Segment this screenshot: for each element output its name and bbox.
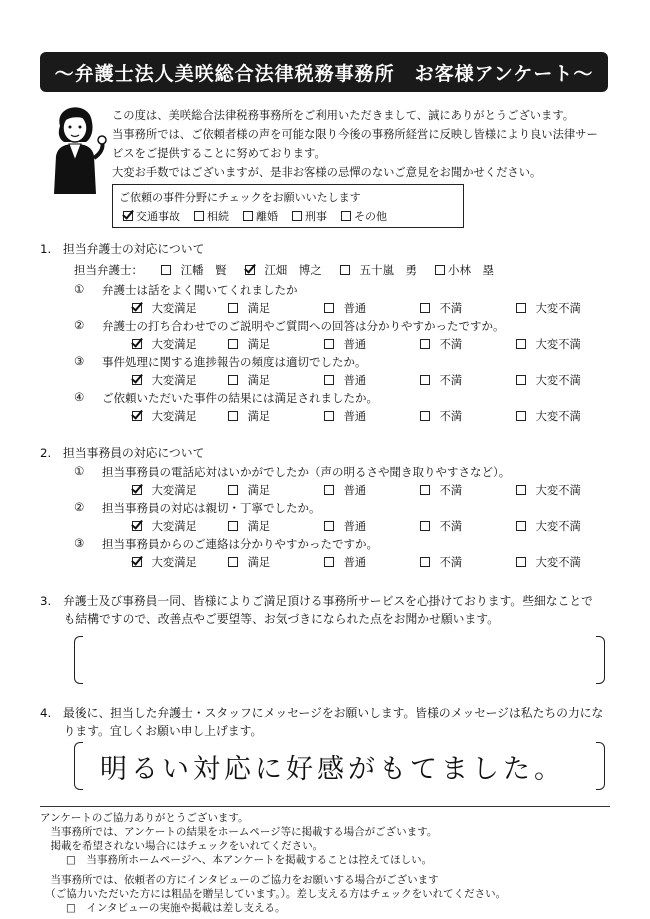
rating-option[interactable]: 不満	[420, 372, 516, 388]
rating-option[interactable]: 大変不満	[516, 300, 612, 316]
lawyer-option-2[interactable]: 江畑 博之	[245, 262, 322, 278]
rating-option[interactable]: 満足	[228, 518, 324, 534]
checkbox-icon[interactable]	[516, 303, 526, 313]
rating-option[interactable]: 満足	[228, 554, 324, 570]
footer-line-2: 当事務所では、アンケートの結果をホームページ等に掲載する場合がございます。	[40, 826, 438, 838]
checkbox-icon[interactable]	[324, 485, 334, 495]
checkbox-icon[interactable]	[161, 265, 171, 275]
handwritten-message[interactable]: 明るい対応に好感がもてました。	[100, 754, 565, 785]
category-option-criminal[interactable]: 刑事	[292, 208, 327, 224]
rating-option[interactable]: 普通	[324, 482, 420, 498]
case-category-box	[112, 184, 464, 228]
rating-option[interactable]: 大変不満	[516, 408, 612, 424]
lawyer-option-3[interactable]: 五十嵐 勇	[340, 262, 417, 278]
rating-option[interactable]: 普通	[324, 554, 420, 570]
checkbox-icon[interactable]	[228, 485, 238, 495]
checkbox-icon[interactable]	[420, 375, 430, 385]
checkbox-icon[interactable]	[324, 339, 334, 349]
rating-option[interactable]: 満足	[228, 482, 324, 498]
checkbox-icon[interactable]	[324, 557, 334, 567]
checkbox-icon[interactable]	[228, 521, 238, 531]
rating-option[interactable]: 大変満足	[132, 554, 228, 570]
rating-option[interactable]: 不満	[420, 554, 516, 570]
checkbox-icon[interactable]	[420, 557, 430, 567]
rating-option[interactable]: 普通	[324, 336, 420, 352]
rating-option[interactable]: 大変不満	[516, 372, 612, 388]
checkbox-checked-icon[interactable]	[132, 375, 142, 385]
checkbox-icon[interactable]	[516, 339, 526, 349]
checkbox-checked-icon[interactable]	[132, 339, 142, 349]
checkbox-icon[interactable]	[516, 485, 526, 495]
checkbox-icon[interactable]	[340, 265, 350, 275]
improvement-comment-field[interactable]	[84, 636, 594, 682]
checkbox-checked-icon[interactable]	[245, 265, 255, 275]
s1-q4-scale	[132, 408, 612, 424]
checkbox-checked-icon[interactable]	[132, 521, 142, 531]
s2-question-1: ① 担当事務員の電話応対はいかがでしたか（声の明るさや聞き取りやすさなど）。	[74, 464, 511, 479]
rating-option[interactable]: 大変満足	[132, 482, 228, 498]
intro-line-3: ビスをご提供することに努めております。	[112, 147, 326, 160]
checkbox-checked-icon[interactable]	[132, 557, 142, 567]
checkbox-icon[interactable]	[341, 211, 351, 221]
lawyer-label: 担当弁護士：	[74, 263, 143, 277]
lawyer-selection	[74, 262, 494, 278]
survey-title-banner: ～弁護士法人美咲総合法律税務事務所 お客様アンケート～	[40, 52, 608, 92]
checkbox-icon[interactable]	[228, 411, 238, 421]
rating-option[interactable]: 不満	[420, 518, 516, 534]
intro-line-4: 大変お手数ではございますが、是非お客様の忌憚のないご意見をお聞かせください。	[112, 166, 542, 179]
category-options	[123, 208, 387, 224]
rating-option[interactable]: 大変満足	[132, 300, 228, 316]
rating-option[interactable]: 普通	[324, 372, 420, 388]
s2-q1-scale	[132, 482, 612, 498]
rating-option[interactable]: 大変不満	[516, 554, 612, 570]
rating-option[interactable]: 不満	[420, 482, 516, 498]
footer-line-6: （ご協力いただいた方には粗品を贈呈しています。）。差し支える方はチェックをいれてください。	[40, 888, 507, 900]
rating-option[interactable]: 満足	[228, 408, 324, 424]
checkbox-icon[interactable]	[228, 557, 238, 567]
checkbox-icon[interactable]	[324, 375, 334, 385]
checkbox-icon[interactable]	[516, 375, 526, 385]
rating-option[interactable]: 不満	[420, 408, 516, 424]
checkbox-icon[interactable]	[420, 303, 430, 313]
rating-option[interactable]: 大変満足	[132, 372, 228, 388]
rating-option[interactable]: 普通	[324, 408, 420, 424]
s1-q3-scale	[132, 372, 612, 388]
checkbox-icon[interactable]	[324, 303, 334, 313]
footer-line-3: 掲載を希望されない場合にはチェックをいれてください。	[40, 840, 324, 852]
rating-option[interactable]: 満足	[228, 300, 324, 316]
rating-option[interactable]: 大変満足	[132, 518, 228, 534]
s1-question-1: ① 弁護士は話をよく聞いてくれましたか	[74, 282, 298, 297]
s2-q3-scale	[132, 554, 612, 570]
s1-question-3: ③ 事件処理に関する進捗報告の頻度は適切でしたか。	[74, 354, 367, 369]
s1-q1-scale	[132, 300, 612, 316]
checkbox-checked-icon[interactable]	[132, 303, 142, 313]
footer-divider	[40, 806, 610, 807]
checkbox-icon[interactable]	[420, 485, 430, 495]
checkbox-icon[interactable]	[228, 339, 238, 349]
rating-option[interactable]: 大変満足	[132, 408, 228, 424]
checkbox-icon[interactable]	[420, 411, 430, 421]
section4-text: 4. 最後に、担当した弁護士・スタッフにメッセージをお願いします。皆様のメッセージは私たちの力にな ります。宜しくお願い申し上げます。	[40, 706, 604, 738]
rating-option[interactable]: 満足	[228, 336, 324, 352]
category-option-inheritance[interactable]: 相続	[194, 208, 229, 224]
section3-text: 3. 弁護士及び事務員一同、皆様によりご満足頂ける事務所サービスを心掛けております。些細なことで も結構ですので、改善点やご要望等、お気づきになられた点をお聞かせ願います。	[40, 594, 593, 626]
footer-website-optout[interactable]: □ 当事務所ホームページへ、本アンケートを掲載することは控えてほしい。	[66, 854, 433, 866]
checkbox-icon[interactable]	[228, 303, 238, 313]
s1-question-4: ④ ご依頼いただいた事件の結果には満足されましたか。	[74, 390, 378, 405]
lawyer-option-4[interactable]: 小林 塁	[435, 262, 494, 278]
category-option-divorce[interactable]: 離婚	[243, 208, 278, 224]
rating-option[interactable]: 普通	[324, 300, 420, 316]
rating-option[interactable]: 不満	[420, 300, 516, 316]
checkbox-icon[interactable]	[420, 339, 430, 349]
footer-thanks: アンケートのご協力ありがとうございます。	[40, 812, 249, 824]
s2-question-3: ③ 担当事務員からのご連絡は分かりやすかったですか。	[74, 536, 378, 551]
s2-q2-scale	[132, 518, 612, 534]
checkbox-icon[interactable]	[324, 521, 334, 531]
checkbox-icon[interactable]	[516, 557, 526, 567]
footer-line-5: 当事務所では、依頼者の方にインタビューのご協力をお願いする場合がございます	[40, 874, 439, 886]
checkbox-icon[interactable]	[516, 521, 526, 531]
checkbox-icon[interactable]	[324, 411, 334, 421]
category-title: ご依頼の事件分野にチェックをお願いいたします	[119, 191, 361, 204]
checkbox-icon[interactable]	[194, 211, 204, 221]
intro-line-2: 当事務所では、ご依頼者様の声を可能な限り今後の事務所経営に反映し皆様により良い法律サー	[112, 128, 598, 141]
checkbox-icon[interactable]	[228, 375, 238, 385]
rating-option[interactable]: 不満	[420, 336, 516, 352]
checkbox-checked-icon[interactable]	[123, 211, 133, 221]
comment-bracket-left	[74, 636, 83, 684]
rating-option[interactable]: 普通	[324, 518, 420, 534]
category-option-traffic[interactable]: 交通事故	[123, 208, 180, 224]
staff-illustration-icon	[42, 96, 108, 196]
lawyer-option-1[interactable]: 江幡 賢	[161, 262, 227, 278]
s1-q2-scale	[132, 336, 612, 352]
message-bracket-left	[74, 742, 83, 790]
rating-option[interactable]: 大変不満	[516, 482, 612, 498]
intro-line-1: この度は、美咲総合法律税務事務所をご利用いただきまして、誠にありがとうございます。	[112, 109, 575, 122]
message-bracket-right	[596, 742, 605, 790]
category-option-other[interactable]: その他	[341, 208, 387, 224]
checkbox-checked-icon[interactable]	[132, 411, 142, 421]
checkbox-icon[interactable]	[516, 411, 526, 421]
checkbox-icon[interactable]	[435, 265, 445, 275]
rating-option[interactable]: 大変不満	[516, 518, 612, 534]
checkbox-icon[interactable]	[292, 211, 302, 221]
section2-title: 2. 担当事務員の対応について	[40, 446, 205, 460]
rating-option[interactable]: 大変満足	[132, 336, 228, 352]
rating-option[interactable]: 大変不満	[516, 336, 612, 352]
s1-question-2: ② 弁護士の打ち合わせでのご説明やご質問への回答は分かりやすかったですか。	[74, 318, 505, 333]
s2-question-2: ② 担当事務員の対応は親切・丁寧でしたか。	[74, 500, 321, 515]
rating-option[interactable]: 満足	[228, 372, 324, 388]
comment-bracket-right	[596, 636, 605, 684]
checkbox-checked-icon[interactable]	[132, 485, 142, 495]
checkbox-icon[interactable]	[420, 521, 430, 531]
section1-title: 1. 担当弁護士の対応について	[40, 242, 205, 256]
footer-interview-optout[interactable]: □ インタビューの実施や掲載は差し支える。	[66, 902, 286, 914]
checkbox-icon[interactable]	[243, 211, 253, 221]
